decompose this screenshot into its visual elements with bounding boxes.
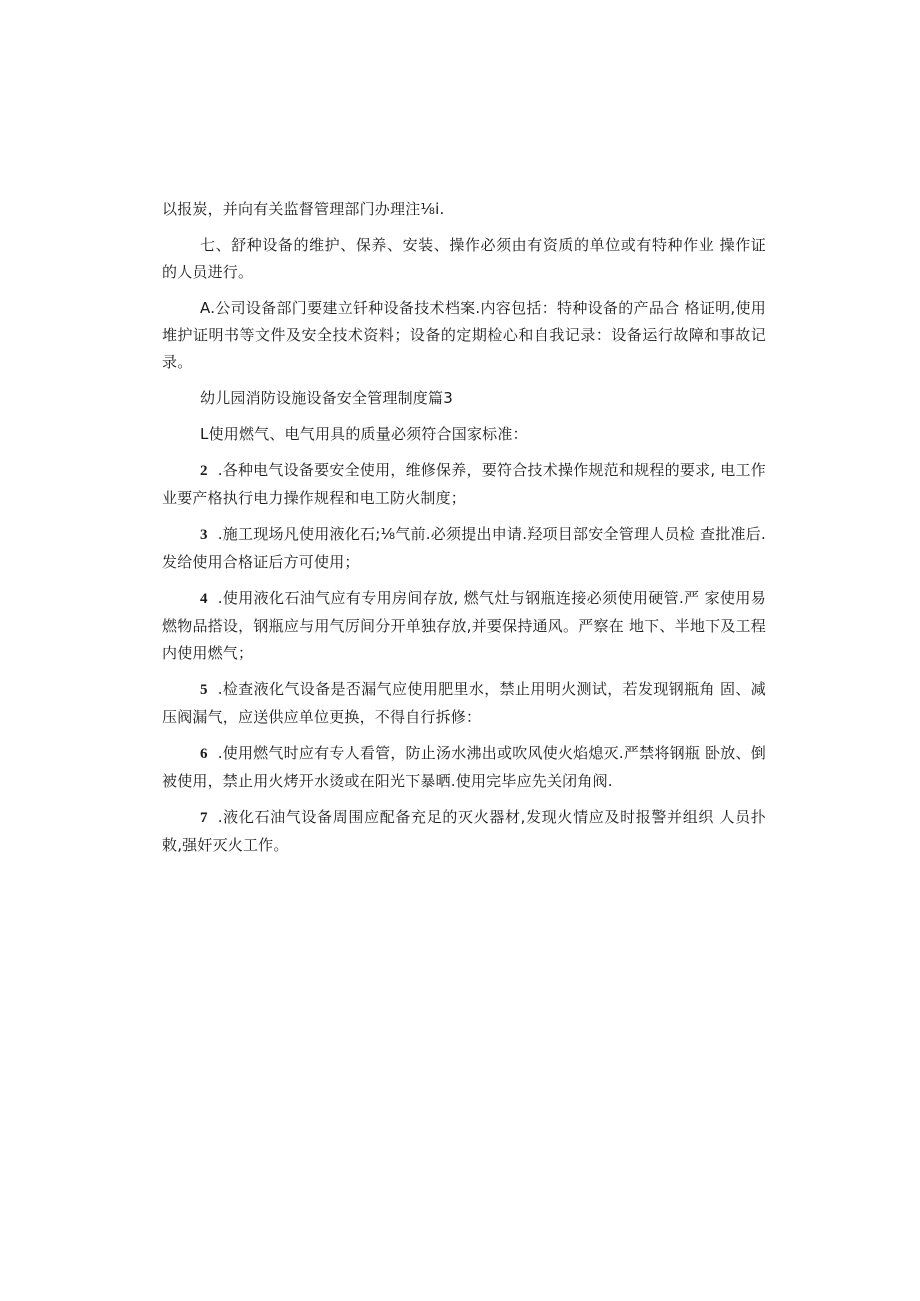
list-item-5	[162, 676, 766, 731]
list-item-4	[162, 585, 766, 667]
paragraph-registration: 以报炭，并向有关监督管理部门办理注⅛i.	[162, 200, 445, 218]
list-item-text: .各种电气设备要安全使用，维修保养，要符合技术操作规范和规程的要求, 电工作业要产格执行电力操作规程和电工防火制度；	[162, 461, 766, 507]
paragraph-item-1: L使用燃气、电气用具的质量必须符合国家标准：	[200, 425, 528, 443]
list-item-6	[162, 740, 766, 795]
section-heading: 幼儿园消防设施设备安全管理制度篇3	[200, 389, 453, 407]
list-item-text: .检查液化气设备是否漏气应使用肥里水，禁止用明火测试，若发现钢瓶角 固、减压阀漏气，应送供应单位更换，不得自行拆修：	[162, 680, 766, 726]
list-item-number: 5	[200, 682, 208, 698]
list-item-2	[162, 457, 766, 512]
list-item-text: .使用燃气时应有专人看管，防止汤水沸出或吹风使火焰熄灭.严禁将钢瓶 卧放、倒被使用，禁止用火烤开水烫或在阳光下暴晒.使用完毕应先关闭角阀.	[162, 744, 766, 790]
list-item-7	[162, 804, 766, 859]
list-item-number: 3	[200, 527, 208, 543]
list-item-number: 4	[200, 591, 208, 607]
list-item-text: .液化石油气设备周围应配备充足的灭火器材,发现火情应及时报警并组织 人员扑敕,强奸灭火工作。	[162, 808, 766, 854]
list-item-text: .施工现场凡使用液化石;⅛气前.必须提出申请.羟项目部安全管理人员检 查批准后.发给使用合格证后方可使用；	[162, 525, 766, 571]
paragraph-section-seven: 七、舒种设备的维护、保养、安装、操作必须由有资质的单位或有特种作业 操作证的人员进行。	[162, 236, 766, 281]
list-item-3	[162, 521, 766, 576]
document-body	[162, 196, 766, 868]
paragraph-equipment-archive: A.公司设备部门要建立钎种设备技术档案.内容包括：特种设备的产品合 格证明,使用堆护证明书等文件及安全技术资料；设备的定期检心和自我记录：设备运行故障和事故记录。	[162, 299, 766, 371]
list-item-number: 7	[200, 810, 208, 826]
list-item-number: 2	[200, 463, 208, 479]
list-item-text: .使用液化石油气应有专用房间存放, 燃气灶与钢瓶连接必须使用硬管.严 家使用易燃物品搭设，钢瓶应与用气厉间分开单独存放,并要保持通风。严察在 地下、半地下及工程内使用燃气；	[162, 589, 766, 662]
list-item-number: 6	[200, 746, 208, 762]
